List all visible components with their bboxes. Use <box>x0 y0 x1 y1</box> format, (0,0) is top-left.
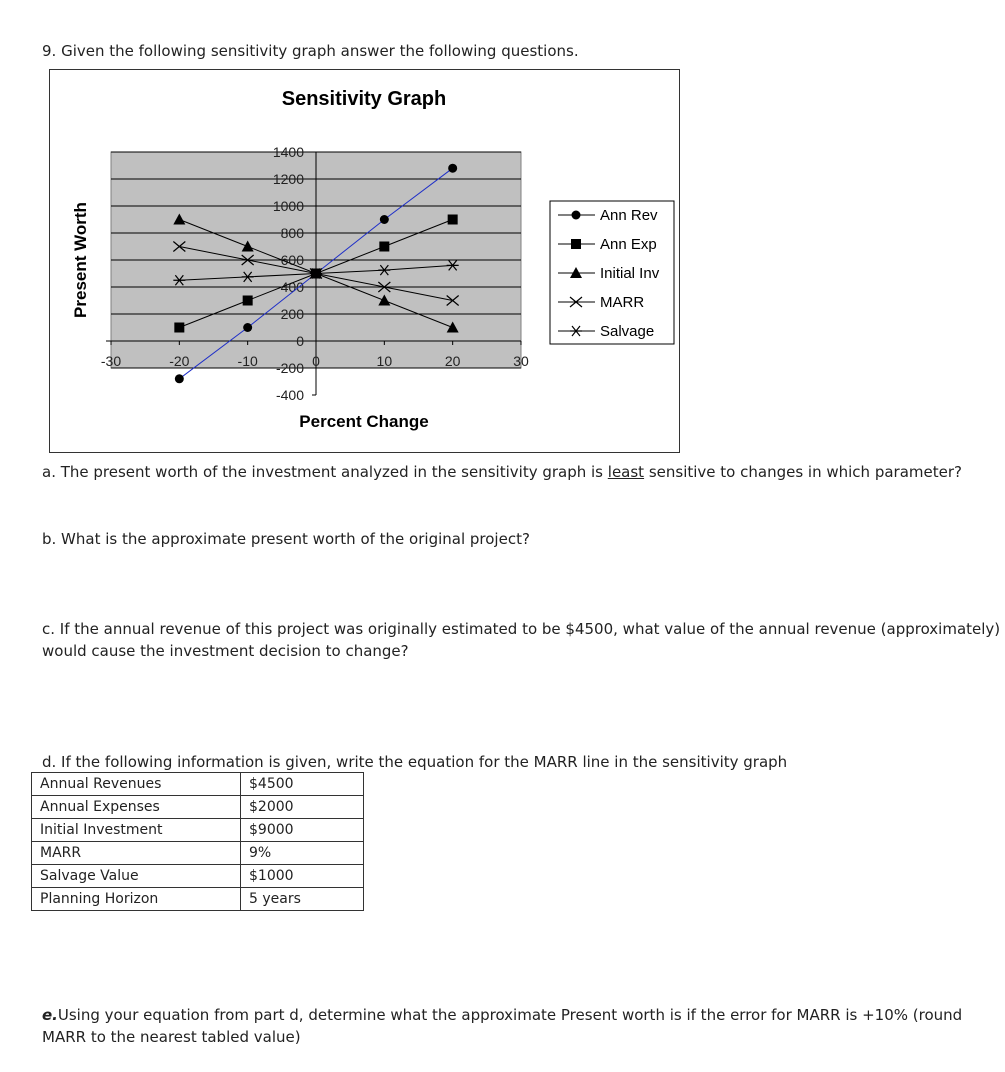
x-tick-label: 10 <box>376 353 393 369</box>
legend-marker-ann-rev <box>572 211 581 220</box>
table-row <box>32 796 364 819</box>
info-table <box>31 772 364 911</box>
y-tick-label: -400 <box>275 387 304 403</box>
part-d: d. If the following information is given, write the equation for the MARR line in the sensitivity graph <box>42 753 788 771</box>
table-cell-label: Planning Horizon <box>32 888 241 911</box>
part-a <box>42 461 962 483</box>
y-tick-label: 1400 <box>272 144 304 160</box>
y-tick-label: 1000 <box>272 198 304 214</box>
legend-label-marr: MARR <box>600 294 645 311</box>
legend-marker-ann-exp <box>571 239 581 249</box>
x-tick-label: -30 <box>100 353 122 369</box>
table-row <box>32 842 364 865</box>
table-cell-value: 5 years <box>241 888 364 911</box>
y-tick-label: 400 <box>280 279 304 295</box>
part-c-line1: c. If the annual revenue of this project was originally estimated to be $4500, what value of the annual revenue (approximately) <box>42 620 1001 638</box>
table-cell-label: Annual Revenues <box>32 773 241 796</box>
y-tick-label: 0 <box>296 333 304 349</box>
chart-title: Sensitivity Graph <box>281 88 447 110</box>
point-ann-exp <box>448 215 458 225</box>
part-c-line2: would cause the investment decision to change? <box>42 642 409 660</box>
legend-label-ann-exp: Ann Exp <box>600 236 657 253</box>
table-cell-value: $9000 <box>241 819 364 842</box>
part-e-prefix: e. <box>42 1006 58 1024</box>
point-ann-exp <box>379 242 389 252</box>
legend-label-ann-rev: Ann Rev <box>600 207 658 224</box>
part-b: b. What is the approximate present worth of the original project? <box>42 530 530 548</box>
table-cell-label: Salvage Value <box>32 865 241 888</box>
table-row <box>32 819 364 842</box>
part-a-emphasis: least <box>607 463 645 481</box>
table-cell-value: 9% <box>241 842 364 865</box>
x-tick-label: 0 <box>312 353 320 369</box>
table-cell-value: $2000 <box>241 796 364 819</box>
point-ann-rev <box>243 323 252 332</box>
question-title: 9. Given the following sensitivity graph answer the following questions. <box>42 42 579 60</box>
part-a-before: a. The present worth of the investment analyzed in the sensitivity graph is <box>42 463 608 481</box>
point-ann-exp <box>174 323 184 333</box>
table-cell-label: MARR <box>32 842 241 865</box>
x-tick-label: -10 <box>237 353 258 369</box>
y-axis-title: Present Worth <box>71 202 90 318</box>
table-cell-value: $4500 <box>241 773 364 796</box>
chart-svg <box>50 70 679 452</box>
table-row <box>32 888 364 911</box>
y-tick-label: 200 <box>280 306 304 322</box>
legend-label-initial-inv: Initial Inv <box>600 265 660 282</box>
legend-label-salvage: Salvage <box>600 323 655 340</box>
y-tick-label: 1200 <box>272 171 304 187</box>
table-cell-label: Annual Expenses <box>32 796 241 819</box>
y-tick-label: 800 <box>280 225 304 241</box>
point-ann-rev <box>175 374 184 383</box>
table-row <box>32 773 364 796</box>
sensitivity-chart <box>49 69 680 453</box>
y-tick-label: -200 <box>275 360 304 376</box>
table-cell-value: $1000 <box>241 865 364 888</box>
y-tick-label: 600 <box>280 252 304 268</box>
point-ann-rev <box>380 215 389 224</box>
x-tick-label: 30 <box>513 353 529 369</box>
x-tick-label: 20 <box>444 353 461 369</box>
table-cell-label: Initial Investment <box>32 819 241 842</box>
part-a-after: sensitive to changes in which parameter? <box>644 463 962 481</box>
x-axis-title: Percent Change <box>299 412 429 431</box>
part-e-text: Using your equation from part d, determine what the approximate Present worth is if the error for MARR is +10% (round <box>57 1006 963 1024</box>
point-ann-exp <box>243 296 253 306</box>
x-tick-label: -20 <box>169 353 190 369</box>
point-ann-rev <box>448 164 457 173</box>
part-e-line2: MARR to the nearest tabled value) <box>42 1028 301 1046</box>
part-e-line1 <box>42 1004 962 1026</box>
table-row <box>32 865 364 888</box>
